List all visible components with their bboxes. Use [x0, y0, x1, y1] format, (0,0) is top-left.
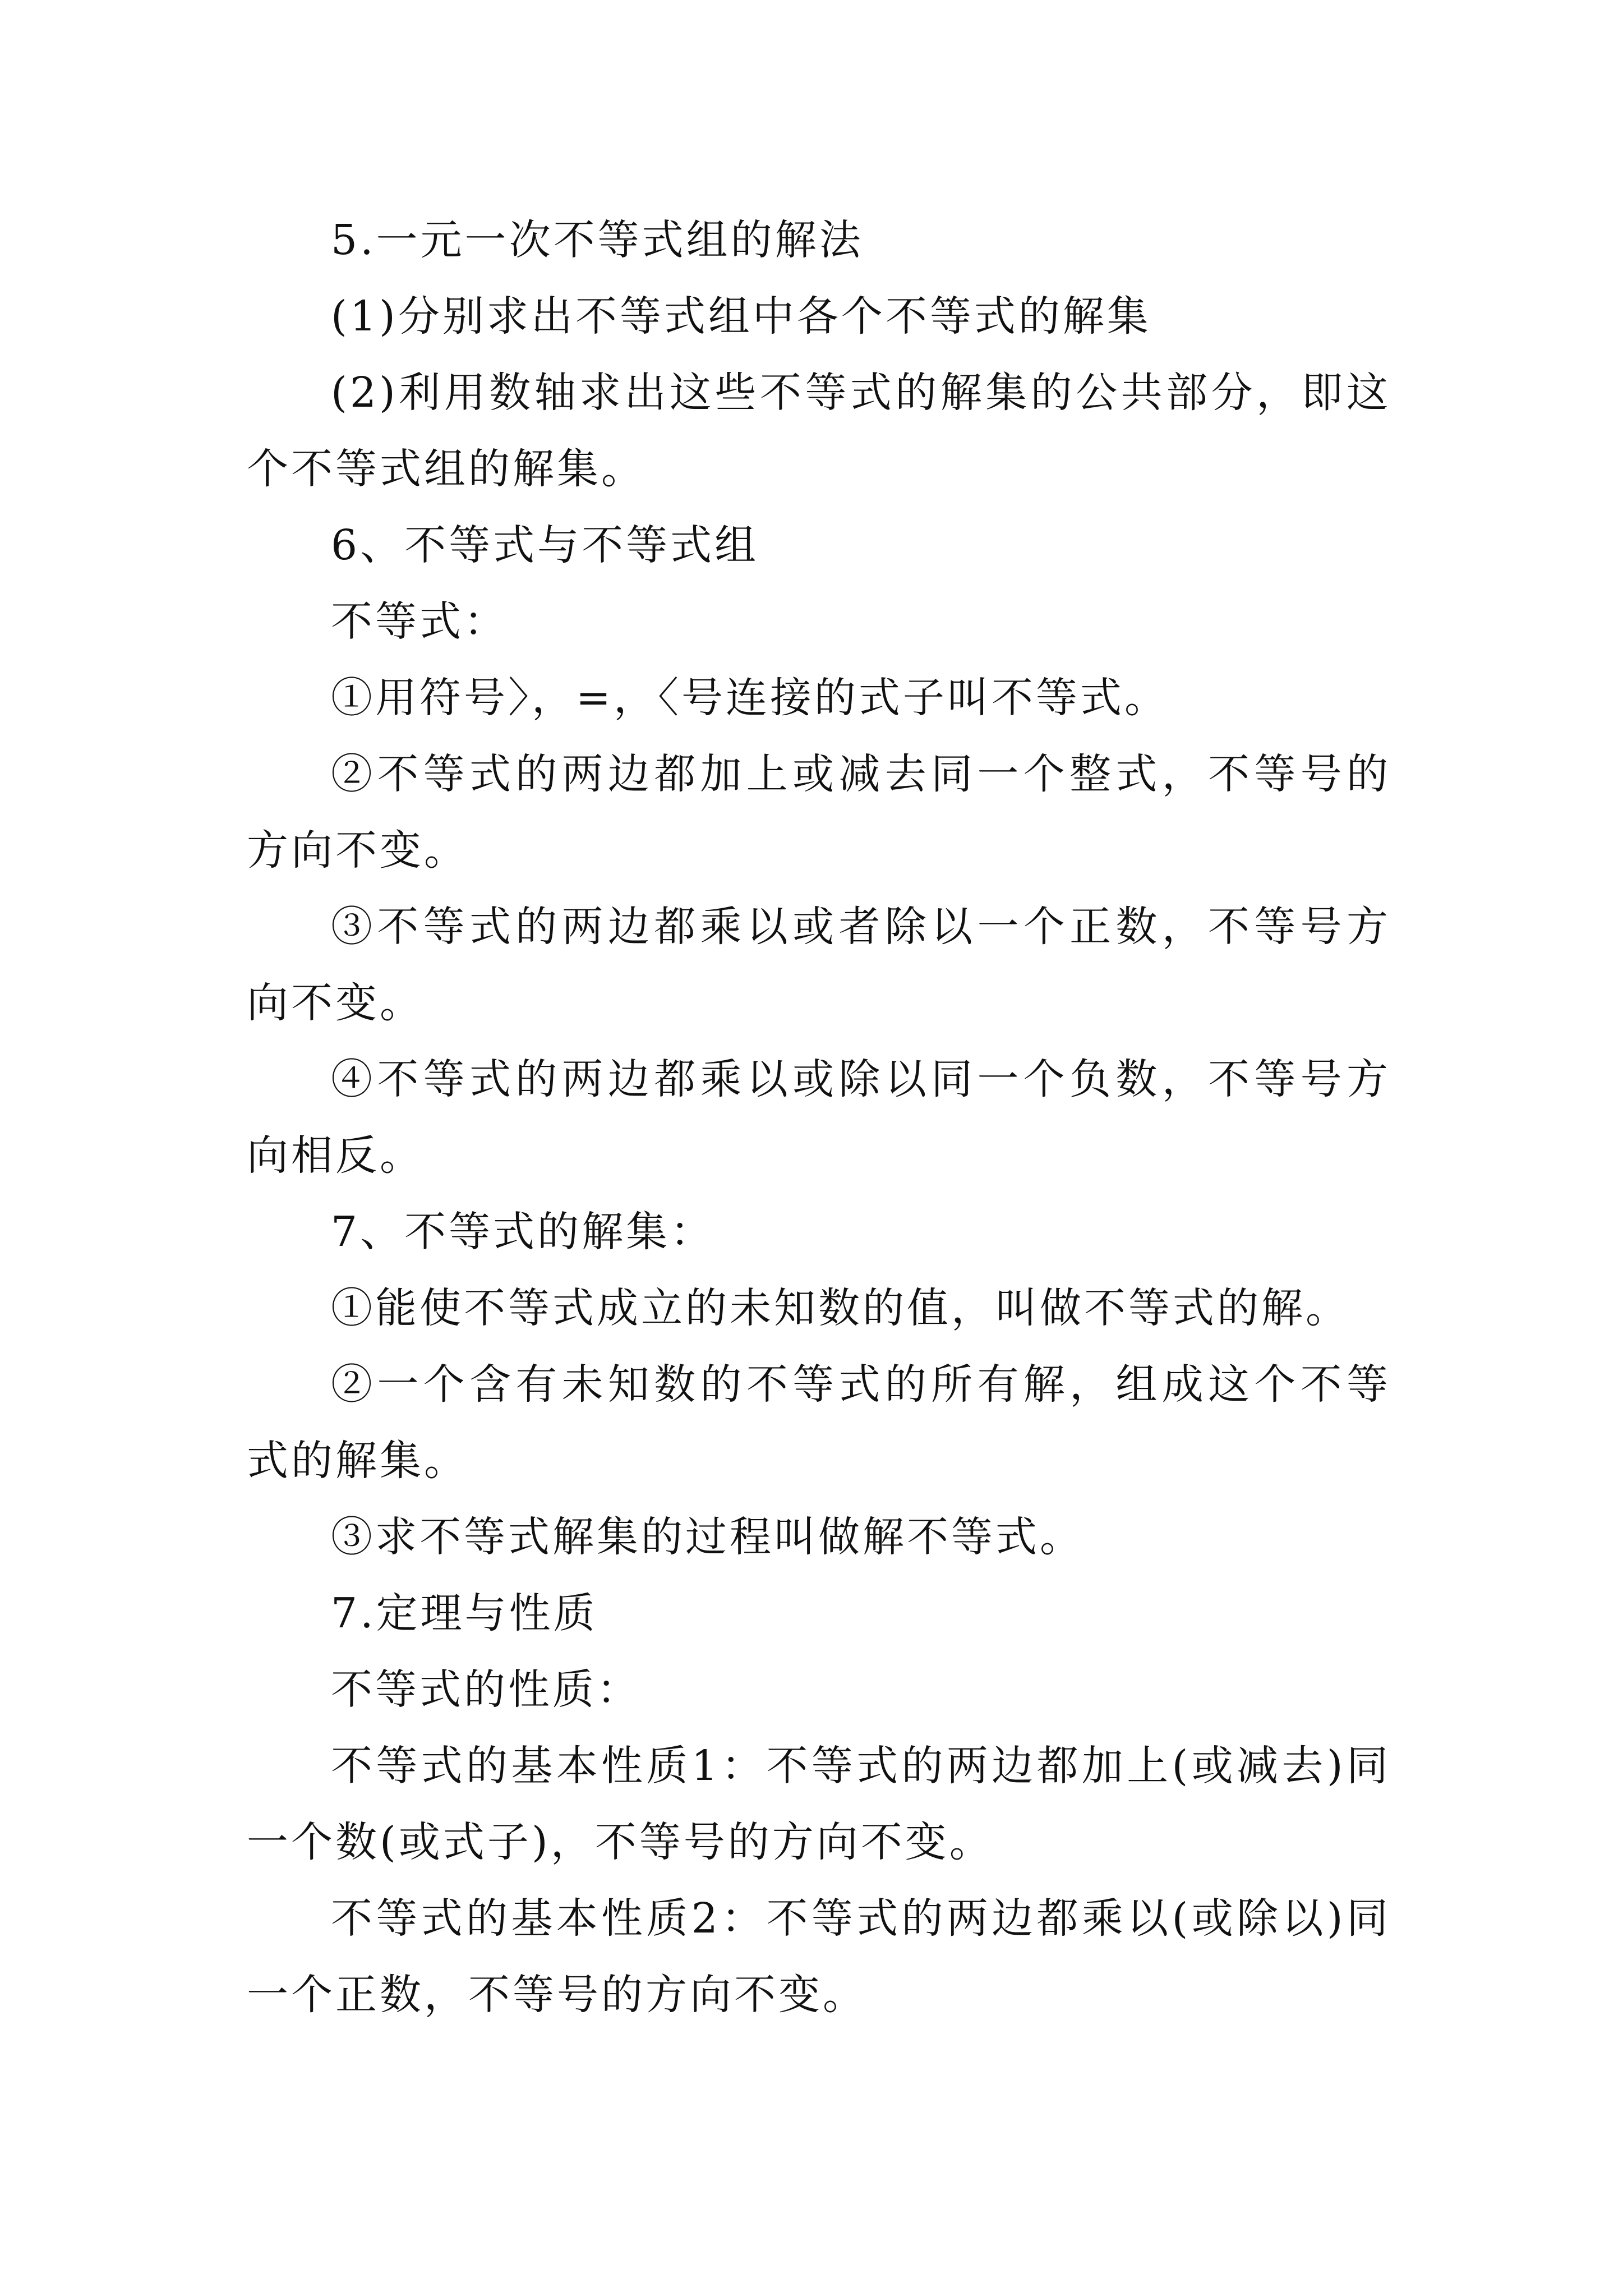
list-item-solution-2: ②一个含有未知数的不等式的所有解，组成这个不等式的解集。: [247, 1360, 1391, 1485]
list-item-solution-3: ③求不等式解集的过程叫做解不等式。: [331, 1513, 1084, 1561]
list-item-inequality-4: ④不等式的两边都乘以或除以同一个负数，不等号方向相反。: [247, 1055, 1391, 1180]
list-item-inequality-2: ②不等式的两边都加上或减去同一个整式，不等号的方向不变。: [247, 750, 1391, 875]
subheading-properties: 不等式的性质：: [331, 1665, 641, 1714]
list-item-inequality-1: ①用符号〉，=，〈号连接的式子叫不等式。: [331, 674, 1169, 722]
step-1: (1)分别求出不等式组中各个不等式的解集: [331, 292, 1151, 341]
property-2: 不等式的基本性质2：不等式的两边都乘以(或除以)同一个正数，不等号的方向不变。: [247, 1894, 1391, 2019]
property-1: 不等式的基本性质1：不等式的两边都加上(或减去)同一个数(或式子)，不等号的方向不变。: [247, 1742, 1391, 1866]
document-page: [247, 202, 1391, 2033]
list-item-inequality-3: ③不等式的两边都乘以或者除以一个正数，不等号方向不变。: [247, 903, 1391, 1027]
section-heading-7-theorems: 7.定理与性质: [331, 1589, 598, 1637]
subheading-inequality: 不等式：: [331, 597, 508, 646]
section-heading-6: 6、不等式与不等式组: [331, 521, 759, 569]
list-item-solution-1: ①能使不等式成立的未知数的值，叫做不等式的解。: [331, 1284, 1350, 1332]
section-heading-5: 5.一元一次不等式组的解法: [331, 216, 864, 264]
step-2: (2)利用数轴求出这些不等式的解集的公共部分，即这个不等式组的解集。: [247, 369, 1391, 493]
section-heading-7-solution-set: 7、不等式的解集：: [331, 1208, 715, 1256]
